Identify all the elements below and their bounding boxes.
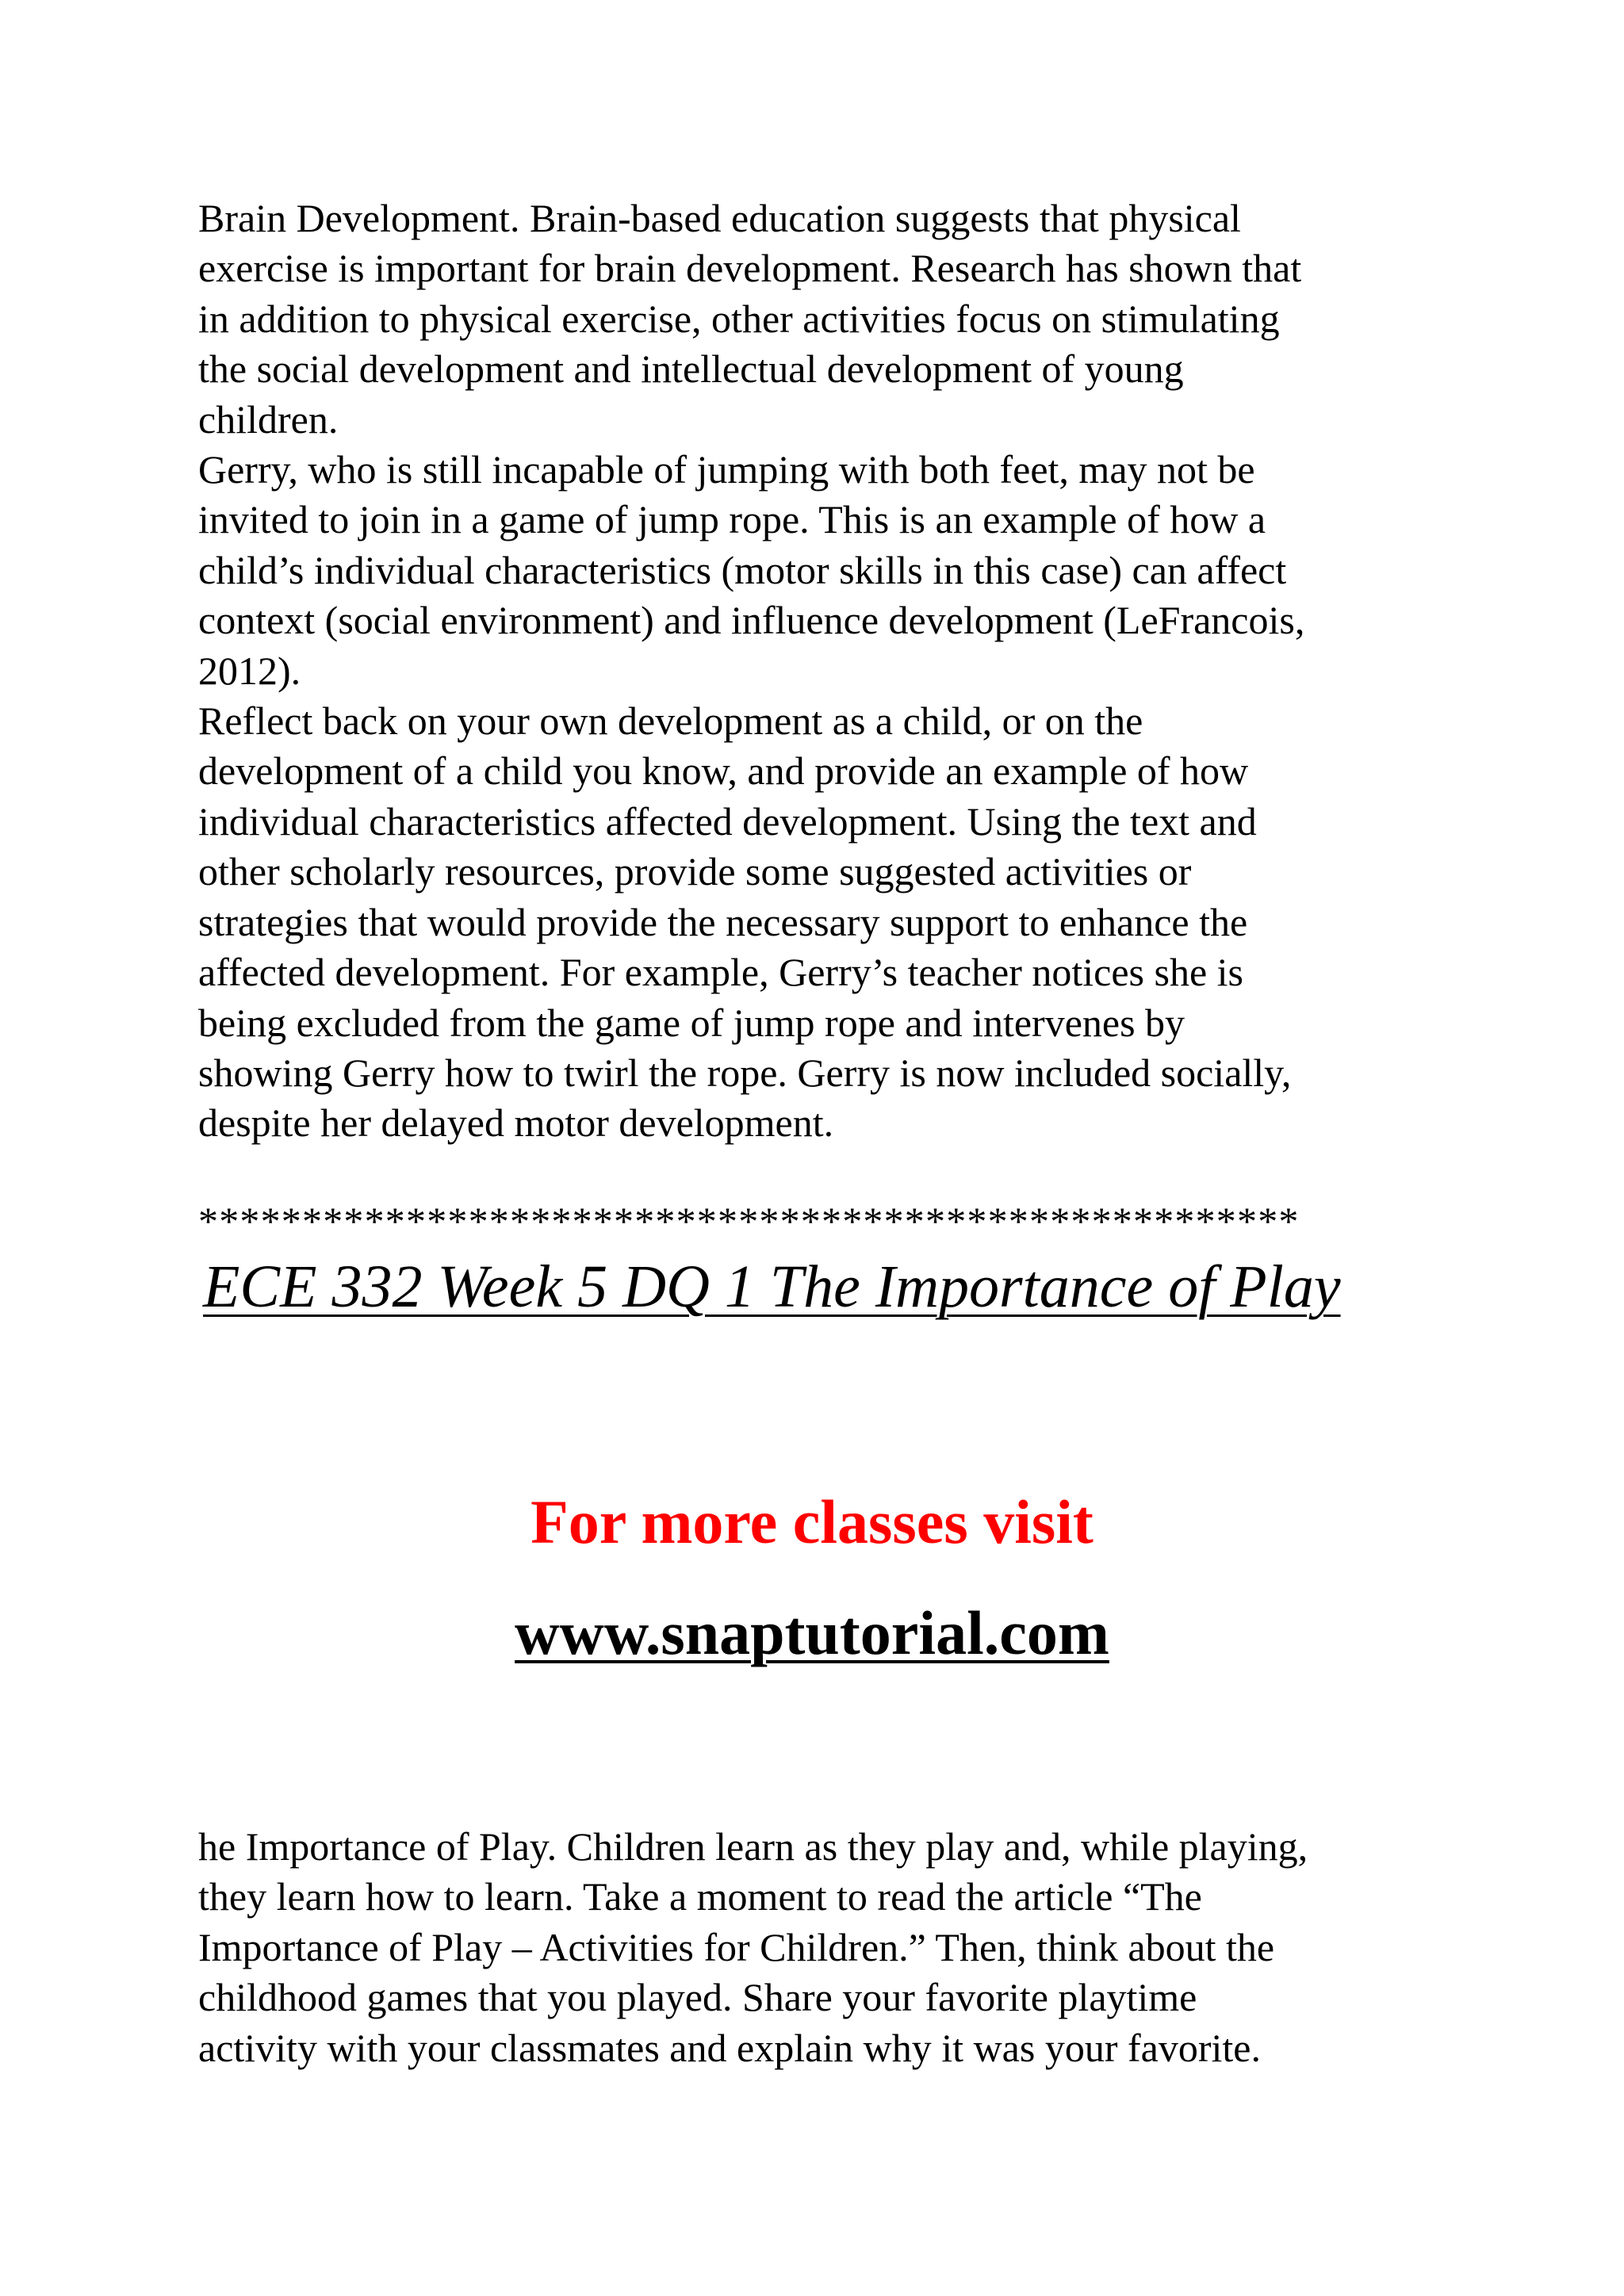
website-link[interactable]: www.snaptutorial.com — [515, 1598, 1109, 1667]
text-line: childhood games that you played. Share your favorite playtime — [198, 1975, 1197, 2020]
text-line: Brain Development. Brain-based education suggests that physical — [198, 196, 1241, 240]
top-paragraphs — [198, 193, 1435, 1149]
text-line: activity with your classmates and explain why it was your favorite. — [198, 2025, 1261, 2070]
text-line: he Importance of Play. Children learn as they play and, while playing, — [198, 1824, 1308, 1869]
text-line: Gerry, who is still incapable of jumping with both feet, may not be — [198, 447, 1255, 492]
promo-text: For more classes visit — [530, 1487, 1094, 1556]
text-line: Reflect back on your own development as a child, or on the — [198, 698, 1143, 744]
text-line: in addition to physical exercise, other activities focus on stimulating — [198, 296, 1280, 341]
text-line: the social development and intellectual development of young — [198, 346, 1184, 392]
text-line: exercise is important for brain development. Research has shown that — [198, 246, 1302, 291]
text-line: invited to join in a game of jump rope. This is an example of how a — [198, 497, 1266, 542]
text-line: individual characteristics affected development. Using the text and — [198, 798, 1257, 844]
text-line: showing Gerry how to twirl the rope. Gerry is now included socially, — [198, 1050, 1292, 1095]
text-line: development of a child you know, and provide an example of how — [198, 748, 1249, 794]
separator-stars: ***************************************************** — [198, 1199, 1300, 1243]
text-line: despite her delayed motor development. — [198, 1100, 834, 1146]
text-line: children. — [198, 396, 339, 442]
text-line: context (social environment) and influence development (LeFrancois, — [198, 598, 1305, 643]
bottom-paragraph — [198, 1822, 1435, 2073]
text-line: Importance of Play – Activities for Children.” Then, think about the — [198, 1924, 1275, 1969]
text-line: they learn how to learn. Take a moment to read the article “The — [198, 1874, 1202, 1919]
text-line: strategies that would provide the necessary support to enhance the — [198, 899, 1248, 944]
text-line: child’s individual characteristics (motor skills in this case) can affect — [198, 547, 1287, 592]
text-line: affected development. For example, Gerry’s teacher notices she is — [198, 950, 1244, 995]
text-line: other scholarly resources, provide some suggested activities or — [198, 849, 1192, 894]
text-line: 2012). — [198, 648, 301, 693]
text-line: being excluded from the game of jump rope and intervenes by — [198, 1000, 1185, 1045]
page-title: ECE 332 Week 5 DQ 1 The Importance of Play — [203, 1253, 1341, 1320]
